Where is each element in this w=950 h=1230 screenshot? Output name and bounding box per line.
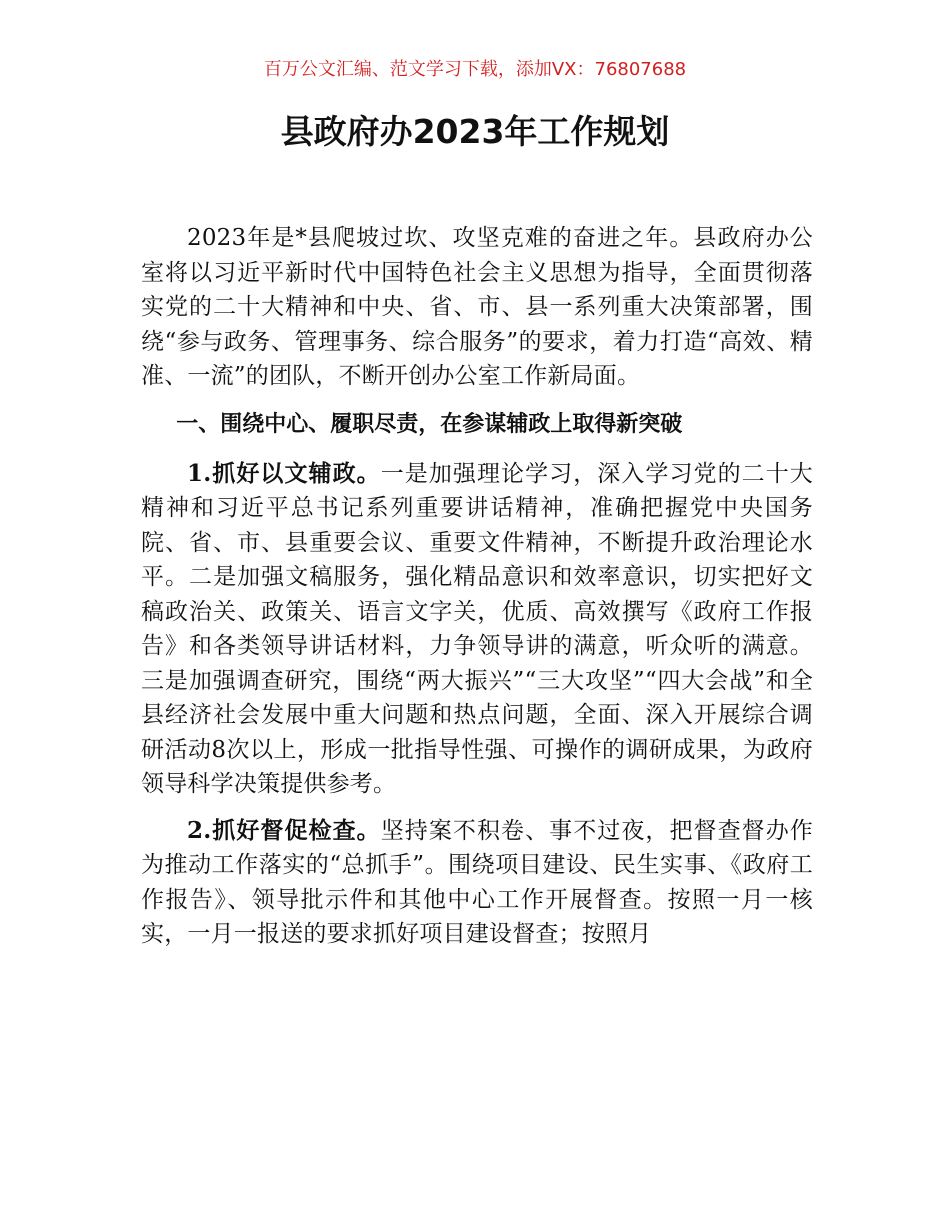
item-lead-2: 2.抓好督促检查。 xyxy=(187,816,381,844)
header-banner: 百万公文汇编、范文学习下载，添加VX：76807688 xyxy=(263,59,687,80)
intro-paragraph: 2023年是*县爬坡过坎、攻坚克难的奋进之年。县政府办公室将以习近平新时代中国特色社会主义思想为指导，全面贯彻落实党的二十大精神和中央、省、市、县一系列重大决策部署，围绕“参与政务、管理事务、综合服务”的要求，着力打造“高效、精准、一流”的团队，不断开创办公室工作新局面。 xyxy=(141,225,813,389)
page-title: 县政府办2023年工作规划 xyxy=(280,112,670,151)
item-lead-1: 1.抓好以文辅政。 xyxy=(187,459,381,487)
document-body xyxy=(141,221,813,952)
item-paragraph-1 xyxy=(141,457,813,802)
item-text-2: 坚持案不积卷、事不过夜，把督查督办作为推动工作落实的“总抓手”。围绕项目建设、民生实事、《政府工作报告》、领导批示件和其他中心工作开展督查。按照一月一核实，一月一报送的要求抓好项目建设督查；按照月 xyxy=(141,817,813,947)
item-text-1: 一是加强理论学习，深入学习党的二十大精神和习近平总书记系列重要讲话精神，准确把握党中央国务院、省、市、县重要会议、重要文件精神，不断提升政治理论水平。二是加强文稿服务，强化精品意识和效率意识，切实把好文稿政治关、政策关、语言文字关，优质、高效撰写《政府工作报告》和各类领导讲话材料，力争领导讲的满意，听众听的满意。三是加强调查研究，围绕“两大振兴”“三大攻坚”“四大会战”和全县经济社会发展中重大问题和热点问题，全面、深入开展综合调研活动8次以上，形成一批指导性强、可操作的调研成果，为政府领导科学决策提供参考。 xyxy=(141,460,813,797)
section-heading: 一、围绕中心、履职尽责，在参谋辅政上取得新突破 xyxy=(176,411,683,437)
item-paragraph-2 xyxy=(141,814,813,952)
